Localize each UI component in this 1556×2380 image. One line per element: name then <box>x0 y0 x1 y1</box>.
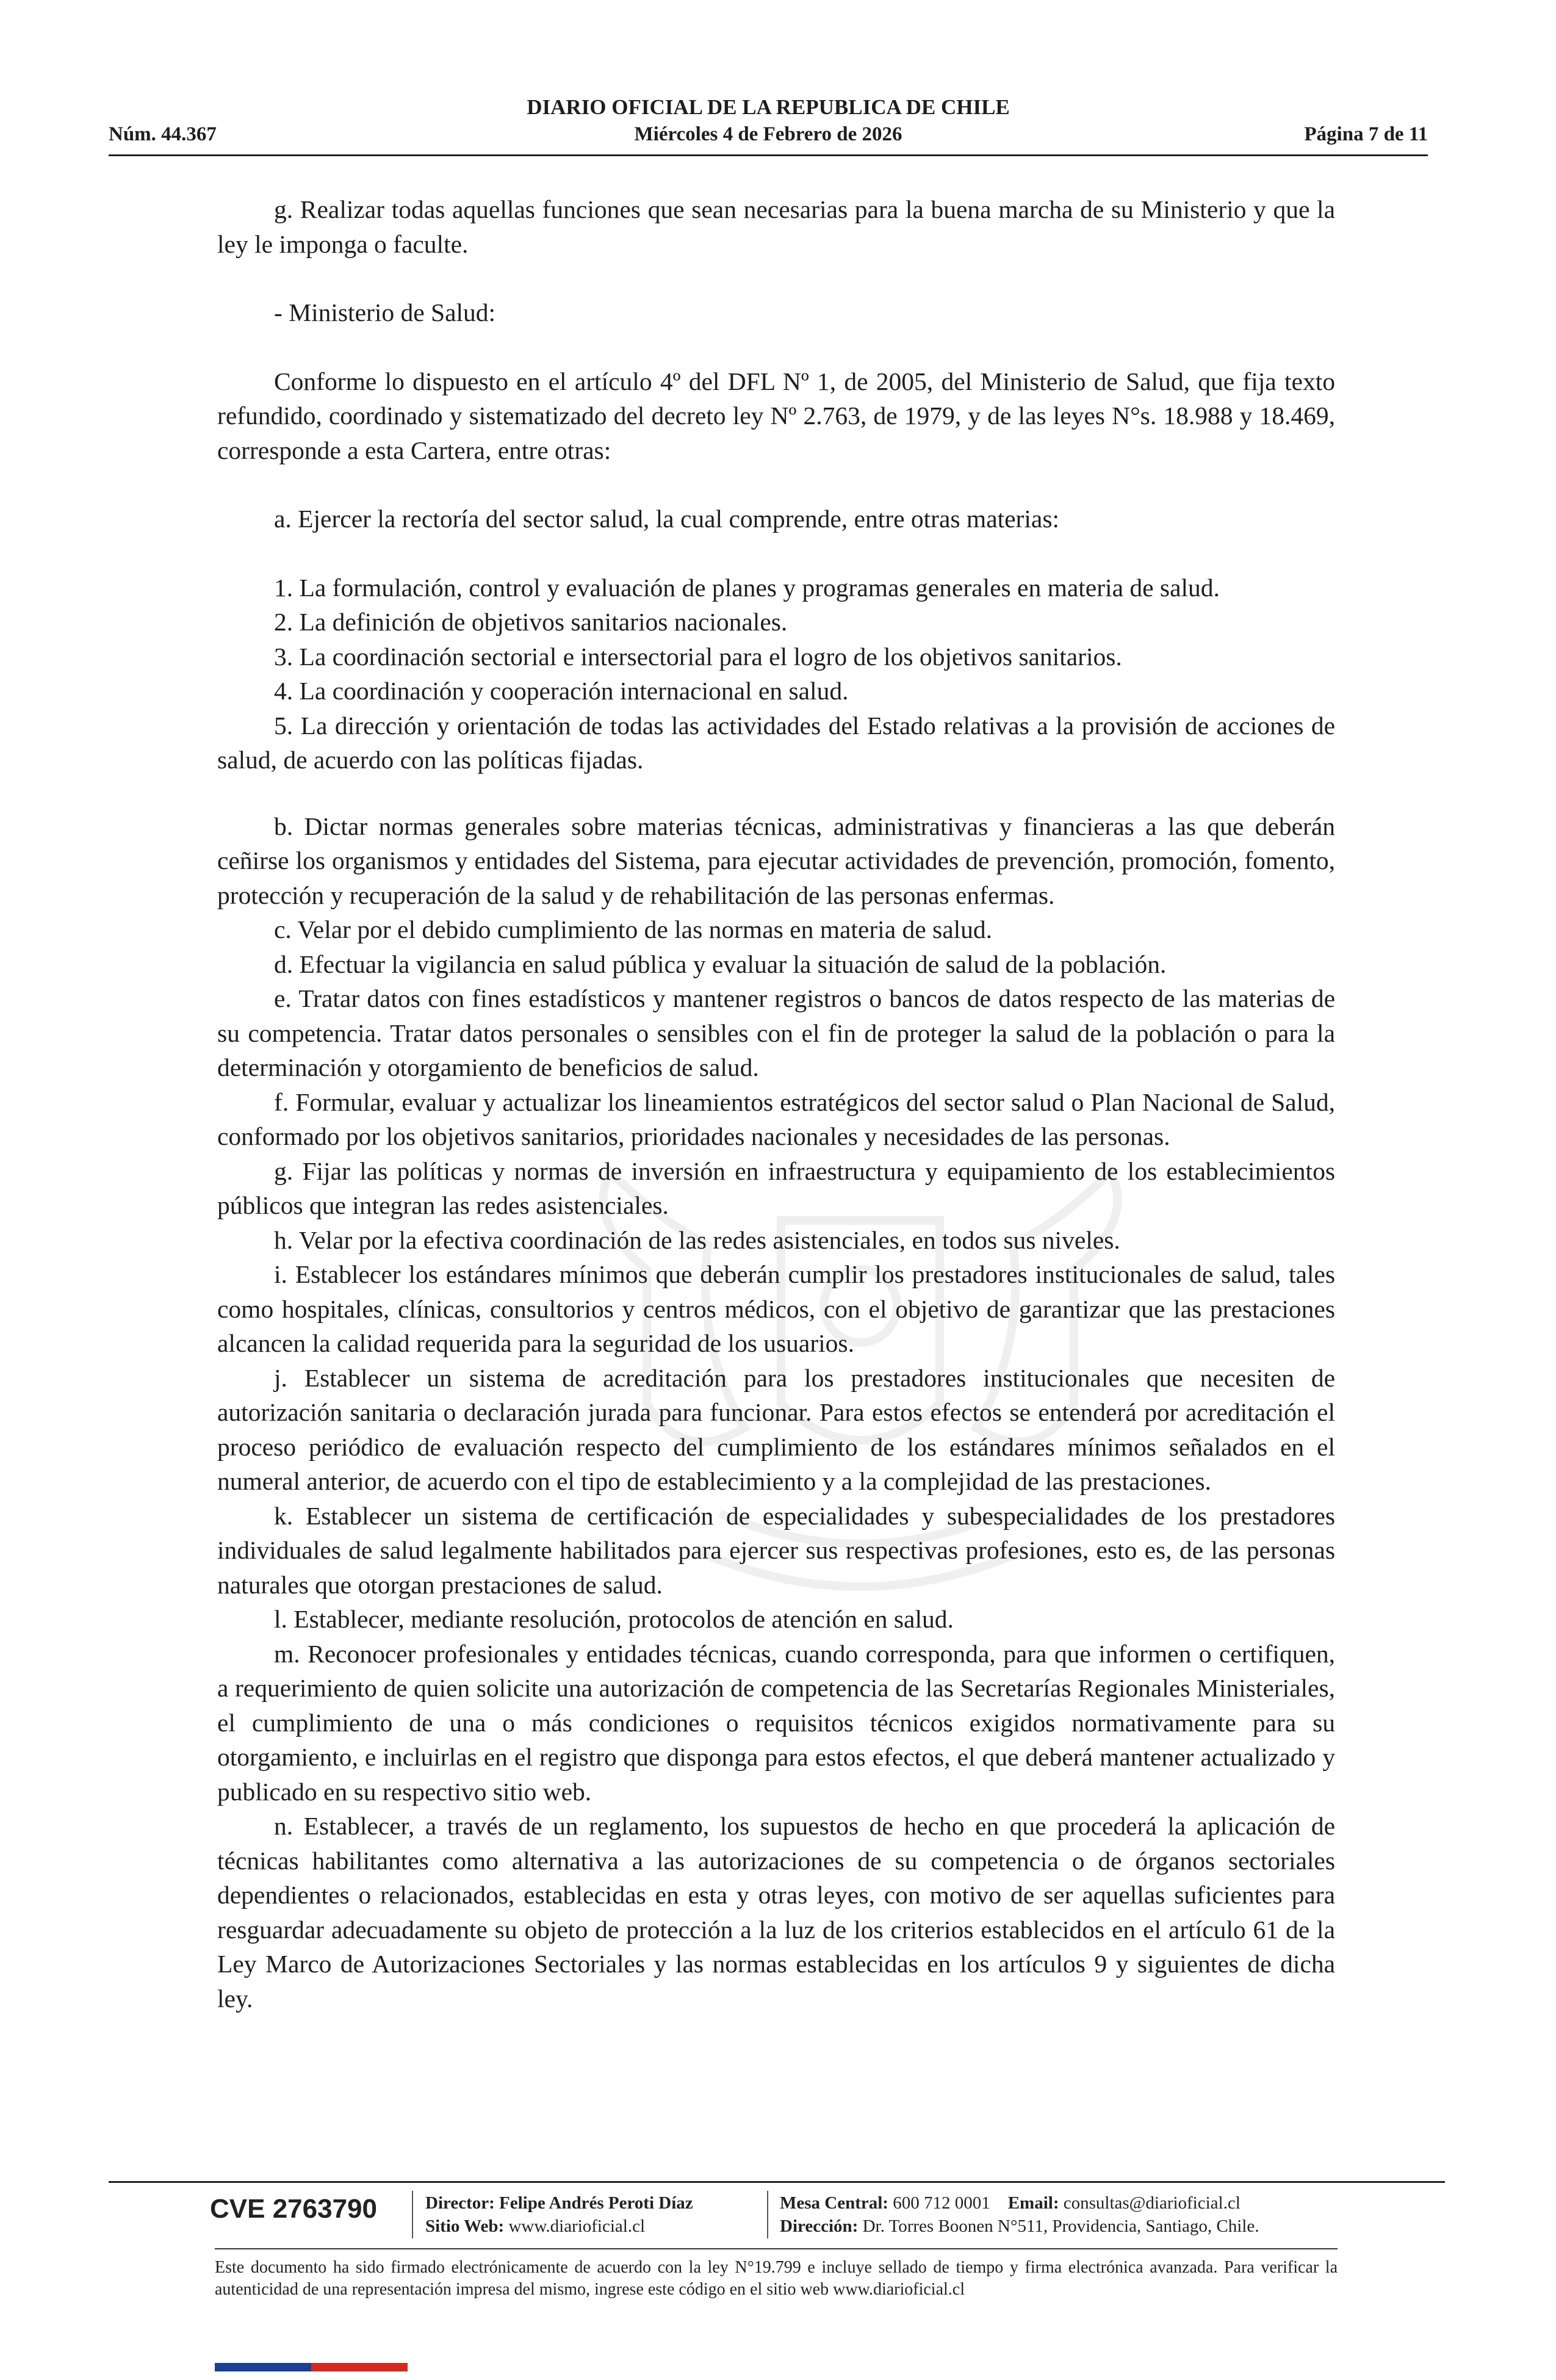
list-item: 4. La coordinación y cooperación internacional en salud. <box>274 677 849 705</box>
address-label: Dirección: <box>780 2216 859 2236</box>
list-item: 1. La formulación, control y evaluación de planes y programas generales en materia de salud. <box>274 573 1220 602</box>
address-value: Dr. Torres Boonen N°511, Providencia, Santiago, Chile. <box>862 2216 1259 2236</box>
page-number: Página 7 de 11 <box>1304 123 1428 145</box>
paragraph: g. Realizar todas aquellas funciones que sean necesarias para la buena marcha de su Ministerio y que la ley le imponga o faculte. <box>217 195 1335 258</box>
site-link[interactable]: www.diarioficial.cl <box>508 2216 646 2236</box>
email-label: Email: <box>1007 2193 1059 2213</box>
paragraph: c. Velar por el debido cumplimiento de las normas en materia de salud. <box>274 915 993 943</box>
paragraph: n. Establecer, a través de un reglamento, los supuestos de hecho en que procederá la aplicación de técnicas habilitantes como alternativa a las autorizaciones de su competencia o de órganos sectoriales dependientes o relacionados, establecidas en esta y otras leyes, con motivo de ser aquellas suficientes para resguardar adecuadamente su objeto de protección a la luz de los criterios establecidos en el artículo 61 de la Ley Marco de Autorizaciones Sectoriales y las normas establecidas en los artículos 9 y siguientes de dicha ley. <box>217 1812 1335 2013</box>
issue-date: Miércoles 4 de Febrero de 2026 <box>634 123 902 145</box>
paragraph: e. Tratar datos con fines estadísticos y mantener registros o bancos de datos respecto de las materias de su competencia. Tratar datos personales o sensibles con el fin de proteger la salud de la población o para la determinación y otorgamiento de beneficios de salud. <box>217 984 1335 1081</box>
site-label: Sitio Web: <box>425 2216 505 2236</box>
paragraph: g. Fijar las políticas y normas de inversión en infraestructura y equipamiento de los establecimientos públicos que integran las redes asistenciales. <box>217 1156 1335 1219</box>
paragraph: Conforme lo dispuesto en el artículo 4º del DFL Nº 1, de 2005, del Ministerio de Salud, que fija texto refundido, coordinado y sistematizado del decreto ley Nº 2.763, de 1979, y de las leyes N°s. 18.988 y 18.469, corresponde a esta Cartera, entre otras: <box>217 367 1335 464</box>
footer-separator <box>767 2191 768 2238</box>
footer-divider-secondary <box>215 2248 1338 2249</box>
paragraph: i. Establecer los estándares mínimos que deberán cumplir los prestadores institucionales de salud, tales como hospitales, clínicas, consultorios y centros médicos, con el objetivo de garantizar que las prestaciones alcancen la calidad requerida para la seguridad de los usuarios. <box>217 1260 1335 1357</box>
paragraph: d. Efectuar la vigilancia en salud pública y evaluar la situación de salud de la población. <box>274 950 1167 978</box>
paragraph: m. Reconocer profesionales y entidades técnicas, cuando corresponda, para que informen o certifiquen, a requerimiento de quien solicite una autorización de competencia de las Secretarías Regionales Ministeriales, el cumplimiento de una o más condiciones o requisitos técnicos exigidos normativamente para su otorgamiento, e incluirlas en el registro que disponga para estos efectos, el que deberá mantener actualizado y publicado en su respectivo sitio web. <box>217 1639 1335 1806</box>
footer-contact-block <box>780 2191 1259 2238</box>
paragraph: l. Establecer, mediante resolución, protocolos de atención en salud. <box>274 1605 954 1633</box>
list-item: 5. La dirección y orientación de todas las actividades del Estado relativas a la provisión de acciones de salud, de acuerdo con las políticas fijadas. <box>217 711 1335 774</box>
paragraph: a. Ejercer la rectoría del sector salud, la cual comprende, entre otras materias: <box>274 505 1060 533</box>
paragraph: h. Velar por la efectiva coordinación de las redes asistenciales, en todos sus niveles. <box>274 1225 1120 1254</box>
header-divider <box>109 154 1428 156</box>
issue-number: Núm. 44.367 <box>109 123 217 145</box>
footer-divider <box>109 2181 1445 2183</box>
director-name: Felipe Andrés Peroti Díaz <box>499 2193 693 2213</box>
flag-stripe <box>215 2363 408 2371</box>
phone-value: 600 712 0001 <box>893 2193 990 2213</box>
email-link[interactable]: consultas@diarioficial.cl <box>1063 2193 1241 2213</box>
document-body <box>217 192 1335 2016</box>
paragraph: k. Establecer un sistema de certificación de especialidades y subespecialidades de los prestadores individuales de salud legalmente habilitados para ejercer sus respectivas profesiones, esto es, de las personas naturales que otorgan prestaciones de salud. <box>217 1501 1335 1599</box>
section-heading: - Ministerio de Salud: <box>274 298 496 326</box>
legal-notice: Este documento ha sido firmado electrónicamente de acuerdo con la ley N°19.799 e incluye sellado de tiempo y firma electrónica avanzada. Para verificar la autenticidad de una representación impresa del mismo, ingrese este código en el sitio web www.diarioficial.cl <box>215 2258 1338 2299</box>
paragraph: j. Establecer un sistema de acreditación para los prestadores institucionales que necesiten de autorización sanitaria o declaración jurada para funcionar. Para estos efectos se entenderá por acreditación el proceso periódico de evaluación respecto del cumplimiento de los estándares mínimos señalados en el numeral anterior, de acuerdo con el tipo de establecimiento y a la complejidad de las prestaciones. <box>217 1363 1335 1495</box>
list-item: 2. La definición de objetivos sanitarios nacionales. <box>274 608 788 636</box>
paragraph: b. Dictar normas generales sobre materias técnicas, administrativas y financieras a las que deberán ceñirse los organismos y entidades del Sistema, para ejecutar actividades de prevención, promoción, fomento, protección y recuperación de la salud y de rehabilitación de las personas enfermas. <box>217 812 1335 909</box>
director-label: Director: <box>425 2193 495 2213</box>
phone-label: Mesa Central: <box>780 2193 888 2213</box>
flag-red-segment <box>311 2363 408 2371</box>
paragraph: f. Formular, evaluar y actualizar los lineamientos estratégicos del sector salud o Plan Nacional de Salud, conformado por los objetivos sanitarios, prioridades nacionales y necesidades de las personas. <box>217 1087 1335 1150</box>
footer-director-block <box>425 2191 693 2238</box>
footer-separator <box>412 2191 413 2238</box>
publication-title: DIARIO OFICIAL DE LA REPUBLICA DE CHILE <box>527 95 1010 119</box>
page-header <box>109 93 1428 160</box>
list-item: 3. La coordinación sectorial e intersectorial para el logro de los objetivos sanitarios. <box>274 642 1122 671</box>
cve-code: CVE 2763790 <box>210 2194 377 2224</box>
flag-blue-segment <box>215 2363 311 2371</box>
